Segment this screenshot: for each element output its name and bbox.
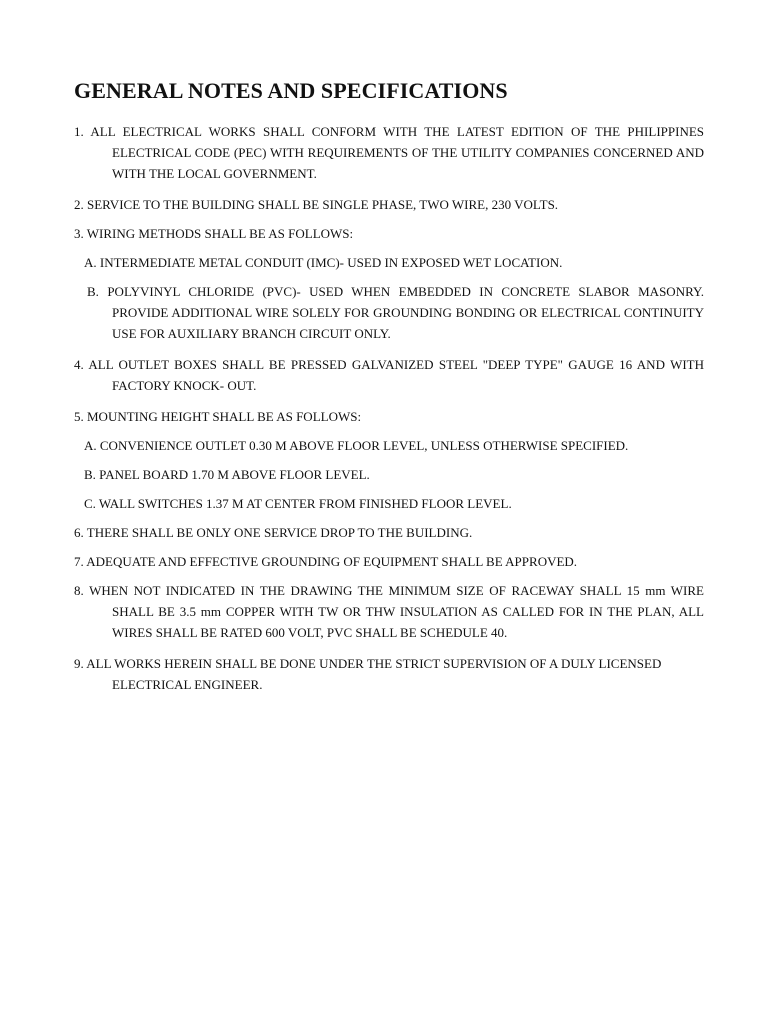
note-9: 9. ALL WORKS HEREIN SHALL BE DONE UNDER THE STRICT SUPERVISION OF A DULY LICENSED ELECTRICAL ENGINEER. [74, 656, 662, 692]
note-1: 1. ALL ELECTRICAL WORKS SHALL CONFORM WITH THE LATEST EDITION OF THE PHILIPPINES ELECTRICAL CODE (PEC) WITH REQUIREMENTS OF THE UTILITY COMPANIES CONCERNED AND WITH THE LOCAL GOVERNMENT. [74, 124, 704, 181]
note-3: 3. WIRING METHODS SHALL BE AS FOLLOWS: [74, 226, 354, 241]
note-3-b: B. POLYVINYL CHLORIDE (PVC)- USED WHEN EMBEDDED IN CONCRETE SLABOR MASONRY. PROVIDE ADDITIONAL WIRE SOLELY FOR GROUNDING BONDING OR ELECTRICAL CONTINUITY USE FOR AUXILIARY BRANCH CIRCUIT ONLY. [87, 284, 704, 341]
note-6: 6. THERE SHALL BE ONLY ONE SERVICE DROP TO THE BUILDING. [74, 525, 473, 540]
notes-list [74, 121, 704, 703]
note-8: 8. WHEN NOT INDICATED IN THE DRAWING THE MINIMUM SIZE OF RACEWAY SHALL 15 mm WIRE SHALL BE 3.5 mm COPPER WITH TW OR THW INSULATION AS CALLED FOR IN THE PLAN, ALL WIRES SHALL BE RATED 600 VOLT, PVC SHALL BE SCHEDULE 40. [74, 583, 704, 640]
note-5-a: A. CONVENIENCE OUTLET 0.30 M ABOVE FLOOR LEVEL, UNLESS OTHERWISE SPECIFIED. [84, 438, 629, 453]
note-2: 2. SERVICE TO THE BUILDING SHALL BE SINGLE PHASE, TWO WIRE, 230 VOLTS. [74, 197, 559, 212]
note-3-a: A. INTERMEDIATE METAL CONDUIT (IMC)- USED IN EXPOSED WET LOCATION. [84, 255, 563, 270]
document-title: GENERAL NOTES AND SPECIFICATIONS [74, 78, 508, 103]
note-7: 7. ADEQUATE AND EFFECTIVE GROUNDING OF EQUIPMENT SHALL BE APPROVED. [74, 554, 578, 569]
note-4: 4. ALL OUTLET BOXES SHALL BE PRESSED GALVANIZED STEEL "DEEP TYPE" GAUGE 16 AND WITH FACTORY KNOCK- OUT. [74, 357, 704, 393]
note-5-c: C. WALL SWITCHES 1.37 M AT CENTER FROM FINISHED FLOOR LEVEL. [84, 496, 512, 511]
note-5-b: B. PANEL BOARD 1.70 M ABOVE FLOOR LEVEL. [84, 467, 370, 482]
note-5: 5. MOUNTING HEIGHT SHALL BE AS FOLLOWS: [74, 409, 362, 424]
